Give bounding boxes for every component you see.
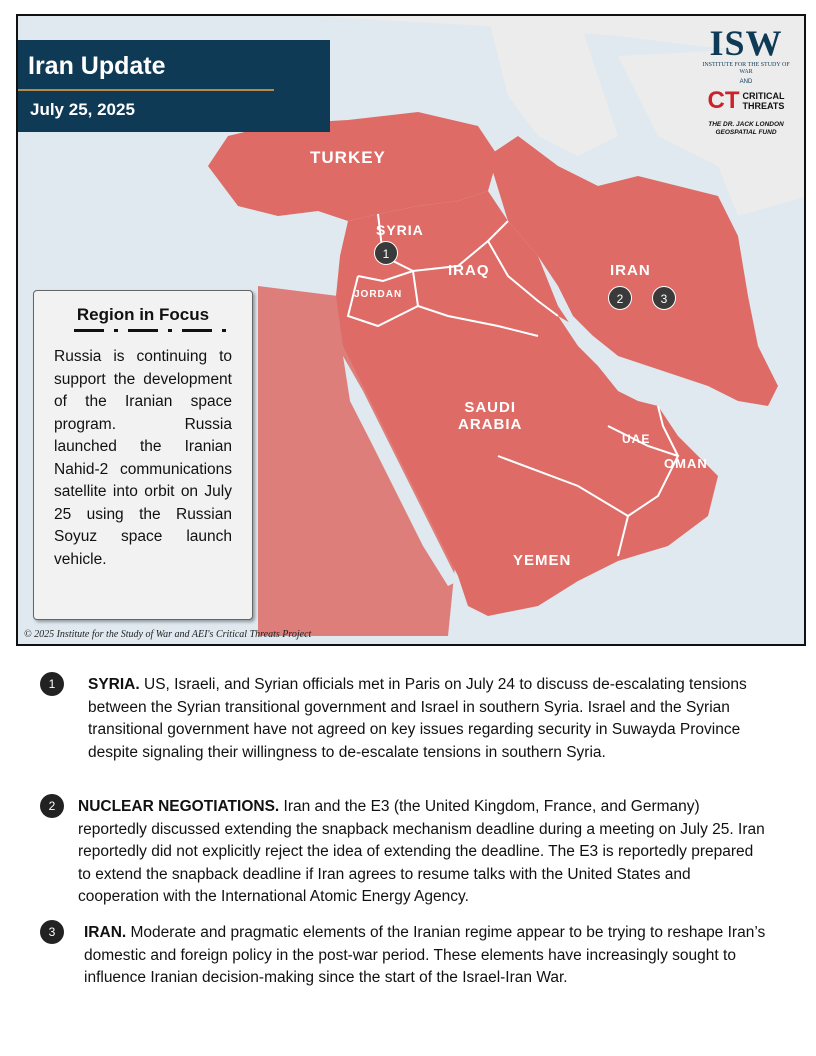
label-iran: IRAN [610,262,651,279]
label-turkey: TURKEY [310,148,386,167]
map-copyright: © 2025 Institute for the Study of War and AEI's Critical Threats Project [24,629,312,640]
logo-block [696,24,796,137]
item-heading: NUCLEAR NEGOTIATIONS. [78,798,280,815]
item-text [84,922,774,990]
fund-line-1: THE DR. JACK LONDON [708,121,784,128]
item-body: Iran and the E3 (the United Kingdom, France, and Germany) reportedly discussed extending the snapback mechanism deadline during a meeting on July 25. Iran reportedly did not explicitly reject the idea of extending the deadline. The E3 is reportedly prepared to extend the snapback deadline if Iran agrees to resume talks with the United States and cooperation with the International Atomic Energy Agency. [78,798,765,905]
label-saudi-line-1: SAUDI [464,399,516,416]
focus-title: Region in Focus [76,305,210,324]
map-marker-1[interactable]: 1 [374,241,398,265]
item-heading: SYRIA. [88,676,140,693]
fund-line-2: GEOSPATIAL FUND [715,129,777,136]
ct-logo [696,87,796,115]
item-heading: IRAN. [84,924,127,941]
focus-body: Russia is continuing to support the development of the Iranian space program. Russia launched the Iranian Nahid-2 communications satellite into orbit on July 25 using the Russian Soyuz space launch vehicle. [54,348,232,568]
label-saudi-line-2: ARABIA [458,416,523,433]
land-caspian-region [488,16,618,156]
map-marker-2[interactable]: 2 [608,286,632,310]
title-rule [18,89,274,91]
item-number: 1 [40,672,64,696]
title-banner [18,40,330,132]
label-oman: OMAN [664,456,708,471]
map-marker-3[interactable]: 3 [652,286,676,310]
isw-logo: ISW [709,23,783,63]
ct-text [743,91,785,111]
ct-text-line-1: CRITICAL [742,91,785,101]
focus-rule [74,329,234,332]
item-number: 2 [40,794,64,818]
item-text [78,796,768,909]
ct-mark: CT [707,87,740,114]
label-iraq: IRAQ [448,262,490,279]
region-in-focus-box [33,290,253,620]
label-yemen: YEMEN [513,552,572,569]
page-date: July 25, 2025 [30,100,135,119]
label-syria: SYRIA [376,222,424,238]
label-jordan: JORDAN [354,289,403,300]
item-body: Moderate and pragmatic elements of the Iranian regime appear to be trying to reshape Iran’s domestic and foreign policy in the post-war period. These elements have increasingly sought to influence Iranian decision-making since the start of the Israel-Iran War. [84,924,766,986]
map-frame [16,14,806,646]
item-number: 3 [40,920,64,944]
fund-text [696,121,796,137]
label-uae: UAE [622,432,651,446]
ct-text-line-2: THREATS [742,101,785,111]
item-text [88,674,778,764]
page-title: Iran Update [28,52,166,80]
item-body: US, Israeli, and Syrian officials met in Paris on July 24 to discuss de-escalating tensions between the Syrian transitional government and Israel in southern Syria. Israel and the Syrian transitional government have not agreed on key issues regarding security in Suwayda Province despite signaling their willingness to de-escalate tensions in southern Syria. [88,676,747,761]
logo-and: AND [739,79,753,85]
label-saudi-arabia [458,399,522,433]
isw-subtitle: INSTITUTE FOR THE STUDY OF WAR [702,62,790,75]
